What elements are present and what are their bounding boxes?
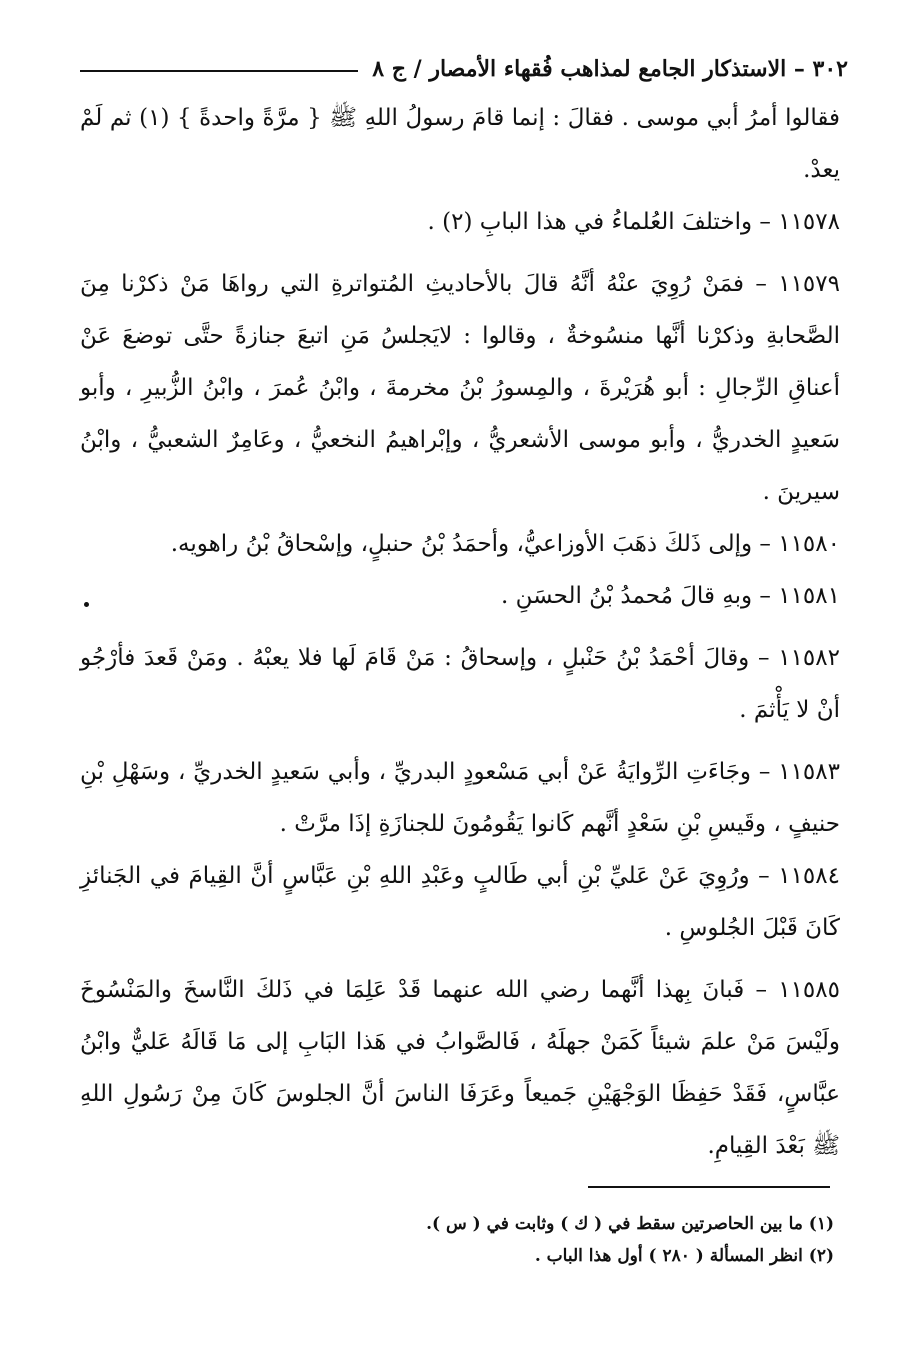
paragraph-continuation: فقالوا أمرُ أبي موسى . فقالَ : إنما قامَ رسولُ اللهِ ﷺ { مرَّةً واحدةً } (١) ثم لَمْ يعدْ.: [80, 105, 840, 183]
paragraph-11579: ١١٥٧٩ – فمَنْ رُوِيَ عنْهُ أنَّهُ قالَ بالأحاديثِ المُتواترةِ التي رواهَا مَنْ ذكرْنا مِنَ الصَّحابةِ وذكرْنا أنَّها منسُوخةٌ ، وقالوا : لايَجلسُ مَنِ اتبعَ جنازةً حتَّى توضعَ عَنْ أعناقِ الرِّجالِ : أبو هُرَيْرةَ ، والمِسورُ بْنُ مخرمةَ ، وابْنُ عُمرَ ، وابْنُ الزُّبيرِ ، وأبو سَعيدٍ الخدريُّ ، وأبو موسى الأشعريُّ ، وإبْراهيمُ النخعيُّ ، وعَامِرٌ الشعبيُّ ، وابْنُ سيرينَ .: [80, 271, 840, 505]
paragraph-11580: ١١٥٨٠ – وإلى ذَلكَ ذهَبَ الأوزاعيُّ، وأحمَدُ بْنُ حنبلٍ، وإسْحاقُ بْنُ راهويه.: [170, 531, 840, 557]
page-header: [80, 52, 848, 86]
footnote-2: (٢) انظر المسألة ( ٢٨٠ ) أول هذا الباب .: [534, 1246, 834, 1266]
header-rule: [80, 70, 358, 72]
running-header-title: ٣٠٢ – الاستذكار الجامع لمذاهب فُقهاء الأمصار / ج ٨: [372, 56, 848, 82]
paragraph-11583: ١١٥٨٣ – وجَاءَتِ الرِّوايَةُ عَنْ أبي مَسْعودٍ البدريِّ ، وأبي سَعيدٍ الخدريِّ ، وسَهْلِ بْنِ حنيفٍ ، وقَيسِ بْنِ سَعْدٍ أنَّهم كَانوا يَقُومُونَ للجنازَةِ إذَا مرَّتْ .: [80, 759, 840, 837]
footnotes: [134, 1208, 834, 1272]
ink-dot-mark: [84, 602, 89, 607]
paragraph-11584: ١١٥٨٤ – ورُوِيَ عَنْ عَليِّ بْنِ أبي طَالبٍ وعَبْدِ اللهِ بْنِ عَبَّاسٍ أنَّ القِيامَ في الجَنائزِ كَانَ قَبْلَ الجُلوسِ .: [80, 863, 840, 941]
paragraph-11581: ١١٥٨١ – وبهِ قالَ مُحمدُ بْنُ الحسَنِ .: [500, 583, 840, 609]
main-text: [80, 92, 840, 1172]
paragraph-11578: ١١٥٧٨ – واختلفَ العُلماءُ في هذا البابِ (٢) .: [427, 209, 840, 235]
footnote-separator: [588, 1186, 830, 1188]
paragraph-11582: ١١٥٨٢ – وقالَ أحْمَدُ بْنُ حَنْبلٍ ، وإسحاقُ : مَنْ قَامَ لَها فلا يعبْهُ . ومَنْ قَعدَ فأرْجُو أنْ لا يَأْثمَ .: [80, 645, 840, 723]
paragraph-11585: ١١٥٨٥ – فَبانَ بِهذا أنَّهما رضي الله عنهما قَدْ عَلِمَا في ذَلكَ النَّاسخَ والمَنْسُوخَ ولَيْسَ مَنْ علمَ شيئاً كَمَنْ جهلَهُ ، فَالصَّوابُ في هَذا البَابِ إلى مَا قَالَهُ عَليٌّ وابْنُ عبَّاسٍ، فَقَدْ حَفِظَا الوَجْهَيْنِ جَميعاً وعَرَفَا الناسَ أنَّ الجلوسَ كَانَ مِنْ رَسُولِ اللهِ ﷺ بَعْدَ القِيامِ.: [80, 977, 840, 1159]
footnote-1: (١) ما بين الحاصرتين سقط في ( ك ) وثابت في ( س ).: [426, 1214, 834, 1234]
